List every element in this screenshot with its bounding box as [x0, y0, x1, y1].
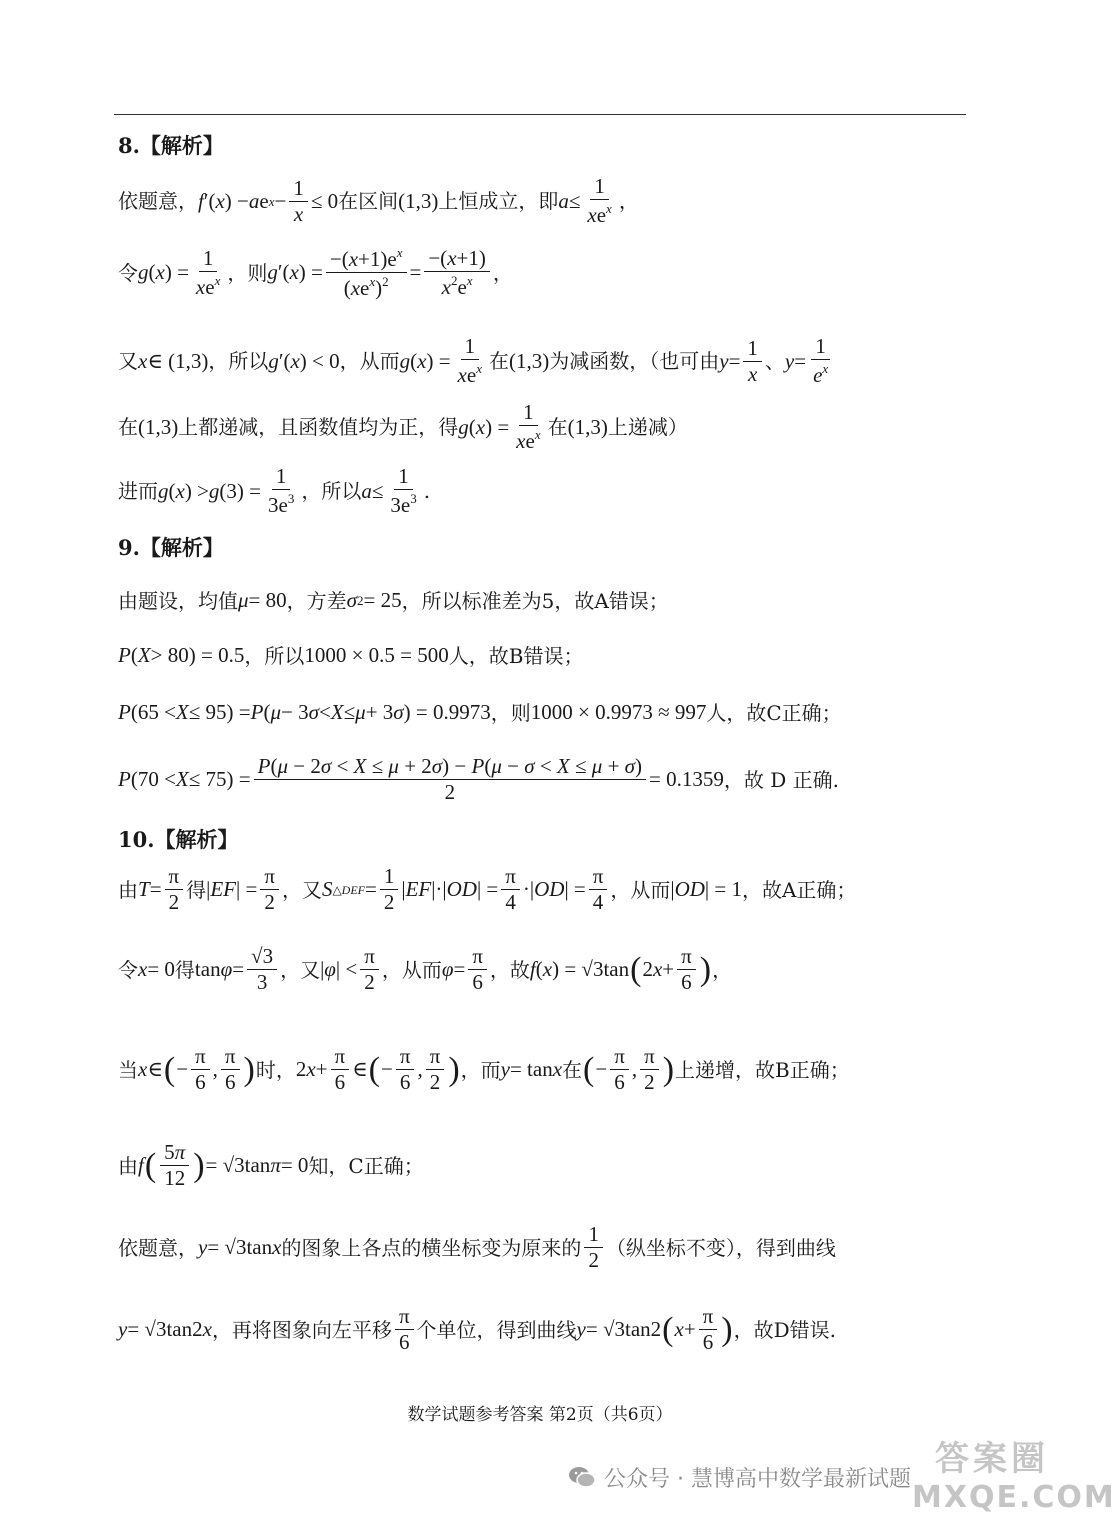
q8-line-3: 又 x ∈ (1,3) ，所以 g ′( x ) < 0 ，从而 g ( x ) = $\frac{1}{xe^x}$ 在 (1,3) 为减函数，（也可由 y = $\frac{1}{x}$ 、 y = $\frac{1}{e^x}$	[118, 334, 829, 387]
q10-line-1: 由 T = $\frac{\pi}{2}$ 得 | EF | = $\frac{\pi}{2}$ ，又 S △DEF = $\frac{1}{2}$ | EF |·| OD | = $\frac{\pi}{4}$ ·| OD | = $\frac{\pi}{4}$ ，从而 | OD | = 1 ，故A正确；	[118, 864, 857, 914]
wechat-icon	[568, 1465, 596, 1489]
q10-line-2: 令 x = 0 得 tan φ = $\frac{√3}{3}$ ，又 | φ | < $\frac{\pi}{2}$ ，从而 φ = $\frac{\pi}{6}$ ，故 f ( x ) = √3tan ( 2 x + $\frac{\pi}{6}$ ) ，	[118, 944, 733, 994]
header-rule	[114, 114, 966, 115]
q8-line-5: 进而 g ( x ) > g (3) = $\frac{1}{3e^3}$ ，所以 a ≤ $\frac{1}{3e^3}$ .	[118, 464, 431, 517]
q8-line-2: 令 g ( x ) = $\frac{1}{xe^x}$ ，则 g ′( x ) = $\frac{-(x+1)e^x}{(xe^x)^2}$ = $\frac{-(x+1)}{x^2e^x}$ ，	[118, 245, 513, 300]
logo-top-text: 答案圈	[935, 1439, 1049, 1479]
q10-line-3: 当 x ∈ ( − $\frac{\pi}{6}$ , $\frac{\pi}{6}$ ) 时， 2 x + $\frac{\pi}{6}$ ∈ ( − $\frac{\pi}{6}$ , $\frac{\pi}{2}$ ) ，而 y = tan x 在 ( − $\frac{\pi}{6}$ , $\frac{\pi}{2}$ ) 上递增，故B正确；	[118, 1044, 850, 1094]
site-logo-watermark	[912, 1438, 1116, 1520]
q10-line-4: 由 f ( $\frac{5\pi}{12}$ ) = √3tan π = 0 知，C正确；	[118, 1140, 424, 1190]
q9-line-4: P (70 < X ≤ 75) = $\frac{P(\mu - 2\sigma < X \le \mu + 2\sigma) - P(\mu - \sigma < X \le \mu + \sigma)}{2}$ = 0.1359 ，故 D 正确.	[118, 754, 839, 804]
q8-line-1: 依题意， f ′( x ) − a e x − $\frac{1}{x}$ ≤ 0 在区间 (1,3) 上恒成立，即 a ≤ $\frac{1}{xe^x}$ ，	[118, 174, 639, 227]
logo-bottom-text: MXQE.COM	[912, 1480, 1116, 1515]
q9-line-1: 由题设，均值 μ = 80 ，方差 σ 2 = 25 ，所以标准差为5，故A错误；	[118, 588, 669, 613]
watermark-text: 公众号 · 慧博高中数学最新试题	[604, 1466, 911, 1492]
q10-line-5: 依题意， y = √3tan x 的图象上各点的横坐标变为原来的 $\frac{1}{2}$ （纵坐标不变），得到曲线	[118, 1222, 836, 1272]
q10-line-6: y = √3tan2 x ，再将图象向左平移 $\frac{\pi}{6}$ 个单位，得到曲线 y = √3tan2 ( x + $\frac{\pi}{6}$ ) ，故D错误.	[118, 1304, 836, 1354]
q9-line-2: P ( X > 80) = 0.5 ，所以 1000 × 0.5 = 500 人，故B错误；	[118, 643, 584, 668]
page-footer: 数学试题参考答案 第2页（共6页）	[407, 1405, 673, 1425]
q8-heading: 8.【解析】	[118, 133, 224, 158]
q9-line-3: P (65 < X ≤ 95) = P ( μ − 3 σ < X ≤ μ + 3 σ ) = 0.9973 ，则 1000 × 0.9973 ≈ 997 人，故C正确；	[118, 700, 842, 725]
q10-heading: 10.【解析】	[118, 827, 239, 852]
q8-line-4: 在 (1,3) 上都递减，且函数值均为正，得 g ( x ) = $\frac{1}{xe^x}$ 在 (1,3) 上递减）	[118, 400, 688, 453]
q9-heading: 9.【解析】	[118, 535, 224, 560]
